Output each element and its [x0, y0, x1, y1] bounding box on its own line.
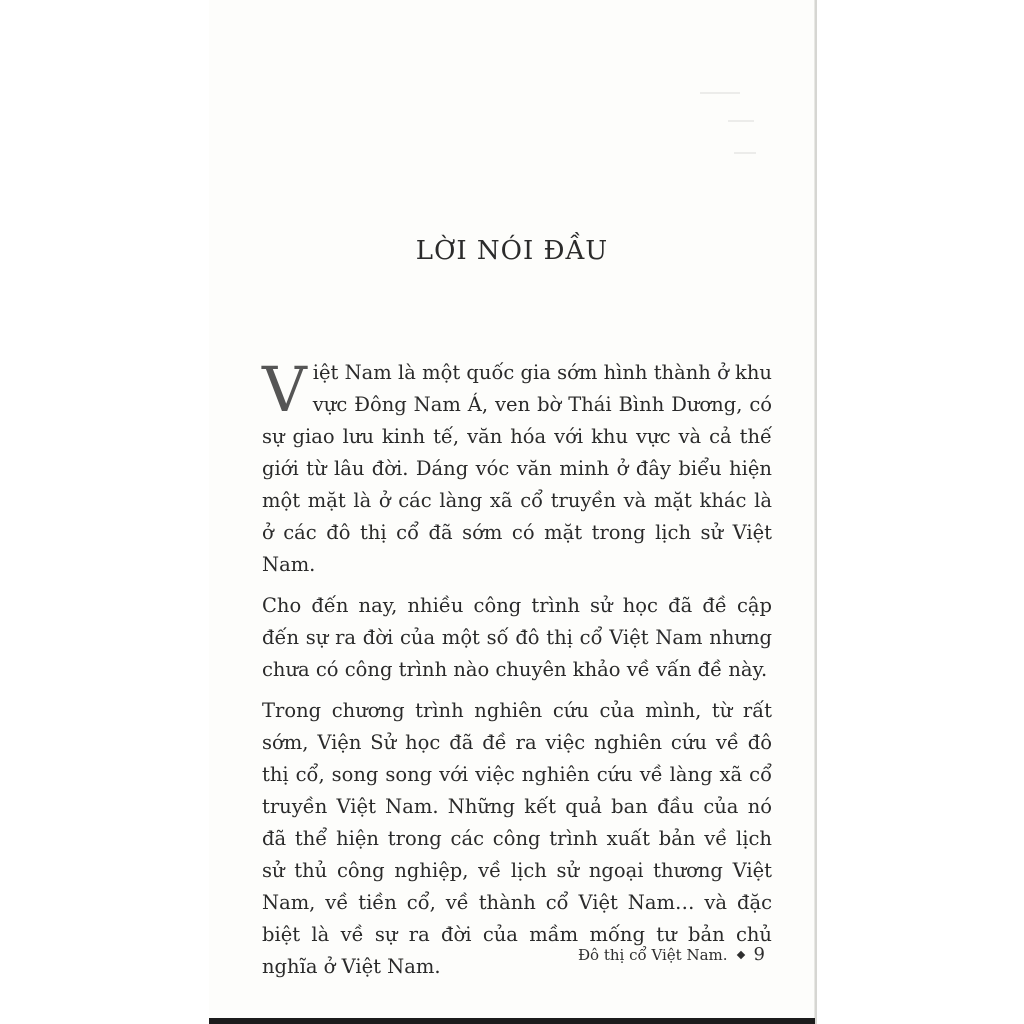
chapter-title: LỜI NÓI ĐẦU [415, 236, 609, 266]
drop-cap: V [262, 353, 307, 426]
show-through-mark [734, 152, 756, 154]
page-edge-bottom [209, 1018, 815, 1024]
diamond-separator-icon [736, 951, 744, 959]
paragraph-2: Cho đến nay, nhiều công trình sử học đã đề cập đến sự ra đời của một số đô thị cổ Việt Nam nhưng chưa có công trình nào chuyên khảo về vấn đề này. [262, 594, 772, 681]
paragraph-1 [262, 353, 772, 581]
running-footer [560, 944, 765, 965]
page-edge-right [815, 0, 817, 1024]
body-text [262, 353, 772, 992]
paragraph-3: Trong chương trình nghiên cứu của mình, từ rất sớm, Viện Sử học đã đề ra việc nghiên cứu về đô thị cổ, song song với việc nghiên cứu về làng xã cổ truyền Việt Nam. Những kết quả ban đầu của nó đã thể hiện trong các công trình xuất bản về lịch sử thủ công nghiệp, về lịch sử ngoại thương Việt Nam, về tiền cổ, về thành cổ Việt Nam… và đặc biệt là về sự ra đời của mầm mống tư bản chủ nghĩa ở Việt Nam. [262, 699, 772, 978]
page-number: 9 [753, 944, 765, 965]
paragraph-1-text: iệt Nam là một quốc gia sớm hình thành ở khu vực Đông Nam Á, ven bờ Thái Bình Dương, có sự giao lưu kinh tế, văn hóa với khu vực và cả thế giới từ lâu đời. Dáng vóc văn minh ở đây biểu hiện một mặt là ở các làng xã cổ truyền và mặt khác là ở các đô thị cổ đã sớm có mặt trong lịch sử Việt Nam. [262, 361, 772, 576]
footer-book-title: Đô thị cổ Việt Nam. [577, 946, 728, 964]
show-through-mark [700, 92, 740, 94]
show-through-mark [728, 120, 754, 122]
